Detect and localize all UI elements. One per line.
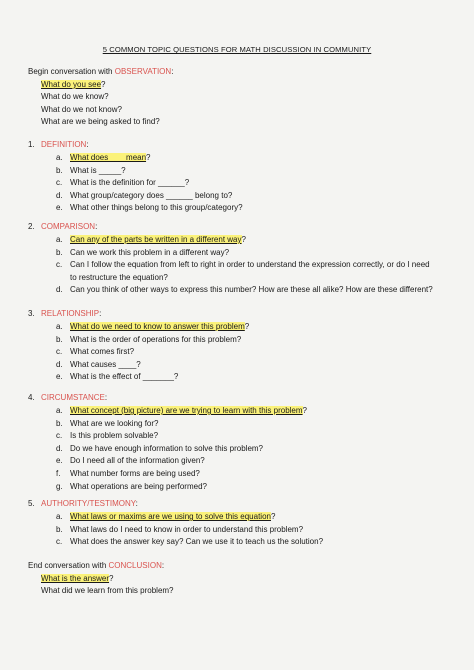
question-item (56, 235, 246, 245)
section-heading (28, 393, 107, 403)
section-colon: : (95, 222, 98, 231)
question-text: What is the order of operations for this problem? (70, 334, 242, 344)
section-number: 1. (28, 140, 35, 149)
question-item (56, 347, 134, 357)
question-text: ? (244, 322, 250, 331)
question-item (56, 285, 433, 295)
item-marker: b. (56, 165, 63, 175)
section-heading (28, 222, 97, 232)
question-item (56, 178, 189, 188)
question-item (56, 512, 275, 522)
item-marker: e. (56, 203, 63, 213)
question-item (56, 248, 229, 258)
item-marker: a. (56, 512, 63, 521)
question-text: ? (270, 512, 276, 521)
end-question-1-highlight: What is the answer (41, 574, 110, 583)
section-heading (28, 499, 138, 509)
question-text: Can I follow the equation from left to right in order to understand the expression correctly, or do I need (70, 260, 430, 270)
question-item (56, 260, 430, 270)
question-text: ? (146, 153, 151, 162)
item-marker: d. (56, 359, 63, 369)
question-text: What number forms are being used? (70, 469, 200, 478)
section-name: RELATIONSHIP (41, 309, 100, 318)
question-text: Can we work this problem in a different way? (70, 247, 230, 257)
section-heading (28, 309, 101, 319)
begin-question-2: What do we know? (41, 92, 109, 101)
item-marker: a. (56, 235, 63, 244)
question-text: ? (302, 406, 307, 415)
item-marker: d. (56, 443, 63, 453)
begin-heading (28, 67, 173, 77)
question-text: Do I need all of the information given? (70, 456, 205, 466)
highlighted-question: Can any of the parts be written in a different way (70, 235, 242, 244)
item-marker: f. (56, 469, 61, 478)
question-item (56, 335, 241, 345)
end-question-1 (41, 574, 113, 584)
item-marker: c. (56, 178, 63, 188)
highlighted-question: What laws or maxims are we using to solve this equation (70, 512, 271, 521)
end-heading (28, 561, 164, 571)
section-number: 4. (28, 393, 35, 402)
highlighted-question: What does ___ mean (70, 153, 147, 162)
question-item (56, 456, 205, 466)
question-text: What group/category does ______ belong to? (70, 190, 233, 200)
question-text: What other things belong to this group/category? (70, 203, 243, 213)
question-item (56, 431, 158, 441)
item-marker: c. (56, 347, 63, 357)
item-marker: c. (56, 431, 63, 441)
item-marker: b. (56, 418, 63, 428)
begin-keyword: OBSERVATION (114, 67, 172, 76)
section-number: 2. (28, 222, 35, 231)
question-text: What is _____? (70, 165, 126, 175)
question-text: What comes first? (70, 347, 135, 357)
question-item (56, 372, 178, 382)
item-marker: c. (56, 537, 63, 547)
question-item (56, 525, 303, 535)
end-question-2: What did we learn from this problem? (41, 586, 174, 595)
question-item (56, 482, 207, 492)
item-marker: d. (56, 190, 63, 200)
highlighted-question: What do we need to know to answer this problem (70, 322, 245, 331)
question-item (56, 153, 151, 163)
section-name: COMPARISON (41, 222, 96, 231)
item-marker: c. (56, 260, 63, 270)
question-item (56, 203, 243, 213)
begin-question-1 (41, 80, 106, 90)
section-colon: : (86, 140, 89, 149)
section-name: DEFINITION (41, 140, 87, 149)
item-marker: a. (56, 322, 63, 331)
item-marker: a. (56, 153, 63, 162)
begin-question-1-tail: ? (101, 80, 106, 89)
question-item (56, 469, 200, 479)
question-text: Can you think of other ways to express this number? How are these all alike? How are these different? (70, 285, 433, 295)
question-text: What is the effect of _______? (70, 372, 179, 382)
item-marker: b. (56, 524, 63, 534)
question-item (56, 444, 263, 454)
item-marker: b. (56, 247, 63, 257)
question-text: Do we have enough information to solve this problem? (70, 443, 263, 453)
question-item (56, 166, 126, 176)
question-item (56, 419, 159, 429)
item-marker: e. (56, 456, 63, 466)
section-colon: : (104, 393, 108, 402)
item-marker: g. (56, 481, 63, 491)
section-number: 3. (28, 309, 35, 318)
item-marker: d. (56, 285, 63, 295)
question-item (56, 191, 232, 201)
begin-colon: : (171, 67, 174, 76)
item-marker: b. (56, 334, 63, 344)
question-text: What does the answer key say? Can we use it to teach us the solution? (70, 537, 324, 547)
begin-question-3: What do we not know? (41, 105, 122, 114)
question-item (56, 322, 249, 332)
section-heading (28, 140, 89, 150)
begin-prefix: Begin conversation with (28, 67, 115, 76)
question-item (56, 406, 307, 416)
question-text: What are we looking for? (70, 418, 159, 428)
end-question-1-tail: ? (109, 574, 114, 583)
section-number: 5. (28, 499, 35, 508)
page-title: 5 COMMON TOPIC QUESTIONS FOR MATH DISCUSSION IN COMMUNITY (102, 45, 372, 54)
question-text: What is the definition for ______? (70, 178, 190, 188)
section-colon: : (135, 499, 138, 508)
highlighted-question: What concept (big picture) are we trying to learn with this problem (70, 406, 303, 415)
question-text-continuation: to restructure the equation? (70, 272, 168, 282)
end-prefix: End conversation with (28, 561, 109, 570)
question-text: Is this problem solvable? (70, 431, 159, 441)
section-name: AUTHORITY/TESTIMONY (41, 499, 136, 508)
item-marker: e. (56, 372, 63, 382)
begin-question-1-highlight: What do you see (41, 80, 102, 89)
question-text: What operations are being performed? (70, 481, 207, 491)
question-item (56, 537, 323, 547)
section-colon: : (99, 309, 102, 318)
question-text: ? (241, 235, 246, 244)
section-name: CIRCUMSTANCE (41, 393, 105, 402)
end-colon: : (161, 561, 165, 570)
question-text: What causes ____? (70, 359, 141, 369)
begin-question-4: What are we being asked to find? (41, 117, 160, 126)
item-marker: a. (56, 406, 63, 415)
question-text: What laws do I need to know in order to understand this problem? (70, 524, 304, 534)
question-item (56, 360, 141, 370)
end-keyword: CONCLUSION (108, 561, 162, 570)
